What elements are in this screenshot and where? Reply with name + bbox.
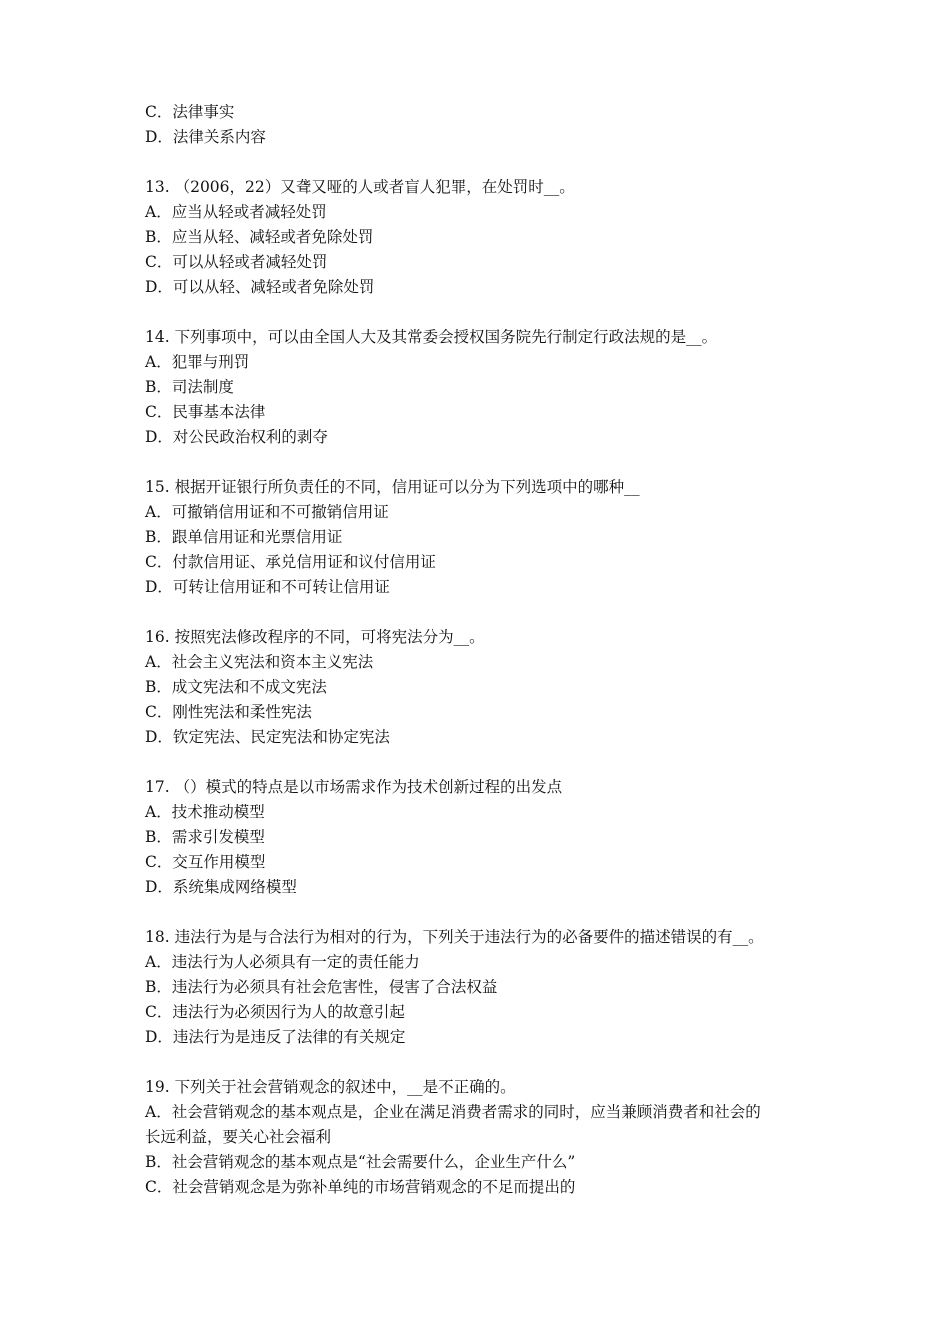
question-15 — [145, 475, 825, 600]
option-b: B．社会营销观念的基本观点是“社会需要什么，企业生产什么” — [145, 1153, 576, 1171]
option-a: A．违法行为人必须具有一定的责任能力 — [145, 953, 420, 971]
option-b: B．需求引发模型 — [145, 828, 265, 846]
option-a: A．应当从轻或者减轻处罚 — [145, 203, 327, 221]
question-14 — [145, 325, 825, 450]
option-a: A．犯罪与刑罚 — [145, 353, 250, 371]
option-c: C．交互作用模型 — [145, 853, 266, 871]
question-stem: 15. 根据开证银行所负责任的不同，信用证可以分为下列选项中的哪种__ — [145, 478, 640, 496]
option-c: C．刚性宪法和柔性宪法 — [145, 703, 312, 721]
option-b: B．违法行为必须具有社会危害性，侵害了合法权益 — [145, 978, 498, 996]
option-a: A．可撤销信用证和不可撤销信用证 — [145, 503, 389, 521]
question-stem: 18. 违法行为是与合法行为相对的行为，下列关于违法行为的必备要件的描述错误的有__。 — [145, 928, 764, 946]
option-b: B．跟单信用证和光票信用证 — [145, 528, 343, 546]
option-d: D．对公民政治权利的剥夺 — [145, 428, 328, 446]
question-19 — [145, 1075, 825, 1200]
option-d: D．系统集成网络模型 — [145, 878, 297, 896]
option-c: C．社会营销观念是为弥补单纯的市场营销观念的不足而提出的 — [145, 1178, 576, 1196]
option-c: C．违法行为必须因行为人的故意引起 — [145, 1003, 405, 1021]
question-stem: 19. 下列关于社会营销观念的叙述中，__是不正确的。 — [145, 1078, 516, 1096]
question-stem: 16. 按照宪法修改程序的不同，可将宪法分为__。 — [145, 628, 485, 646]
question-17 — [145, 775, 825, 900]
option-b: B．司法制度 — [145, 378, 234, 396]
option-d: D．钦定宪法、民定宪法和协定宪法 — [145, 728, 390, 746]
question-16 — [145, 625, 825, 750]
option-d: D．违法行为是违反了法律的有关规定 — [145, 1028, 406, 1046]
option-d: D．可以从轻、减轻或者免除处罚 — [145, 278, 375, 296]
option-b: B．成文宪法和不成文宪法 — [145, 678, 327, 696]
question-13 — [145, 175, 825, 300]
previous-question-options — [145, 100, 825, 150]
option-b: B．应当从轻、减轻或者免除处罚 — [145, 228, 374, 246]
document-page — [145, 100, 825, 1200]
option-a: A．社会主义宪法和资本主义宪法 — [145, 653, 374, 671]
option-c: C．付款信用证、承兑信用证和议付信用证 — [145, 553, 436, 571]
option-d: D．法律关系内容 — [145, 128, 266, 146]
question-18 — [145, 925, 825, 1050]
option-c: C．可以从轻或者减轻处罚 — [145, 253, 328, 271]
question-stem: 13. （2006，22）又聋又哑的人或者盲人犯罪，在处罚时__。 — [145, 178, 575, 196]
option-a-line-1: A．社会营销观念的基本观点是，企业在满足消费者需求的同时，应当兼顾消费者和社会的 — [145, 1103, 761, 1121]
question-stem: 17. （）模式的特点是以市场需求作为技术创新过程的出发点 — [145, 778, 563, 796]
option-a: A．技术推动模型 — [145, 803, 265, 821]
question-stem: 14. 下列事项中，可以由全国人大及其常委会授权国务院先行制定行政法规的是__。 — [145, 328, 718, 346]
option-c: C．法律事实 — [145, 103, 235, 121]
option-c: C．民事基本法律 — [145, 403, 266, 421]
option-a-line-2: 长远利益，要关心社会福利 — [145, 1128, 332, 1146]
option-d: D．可转让信用证和不可转让信用证 — [145, 578, 390, 596]
